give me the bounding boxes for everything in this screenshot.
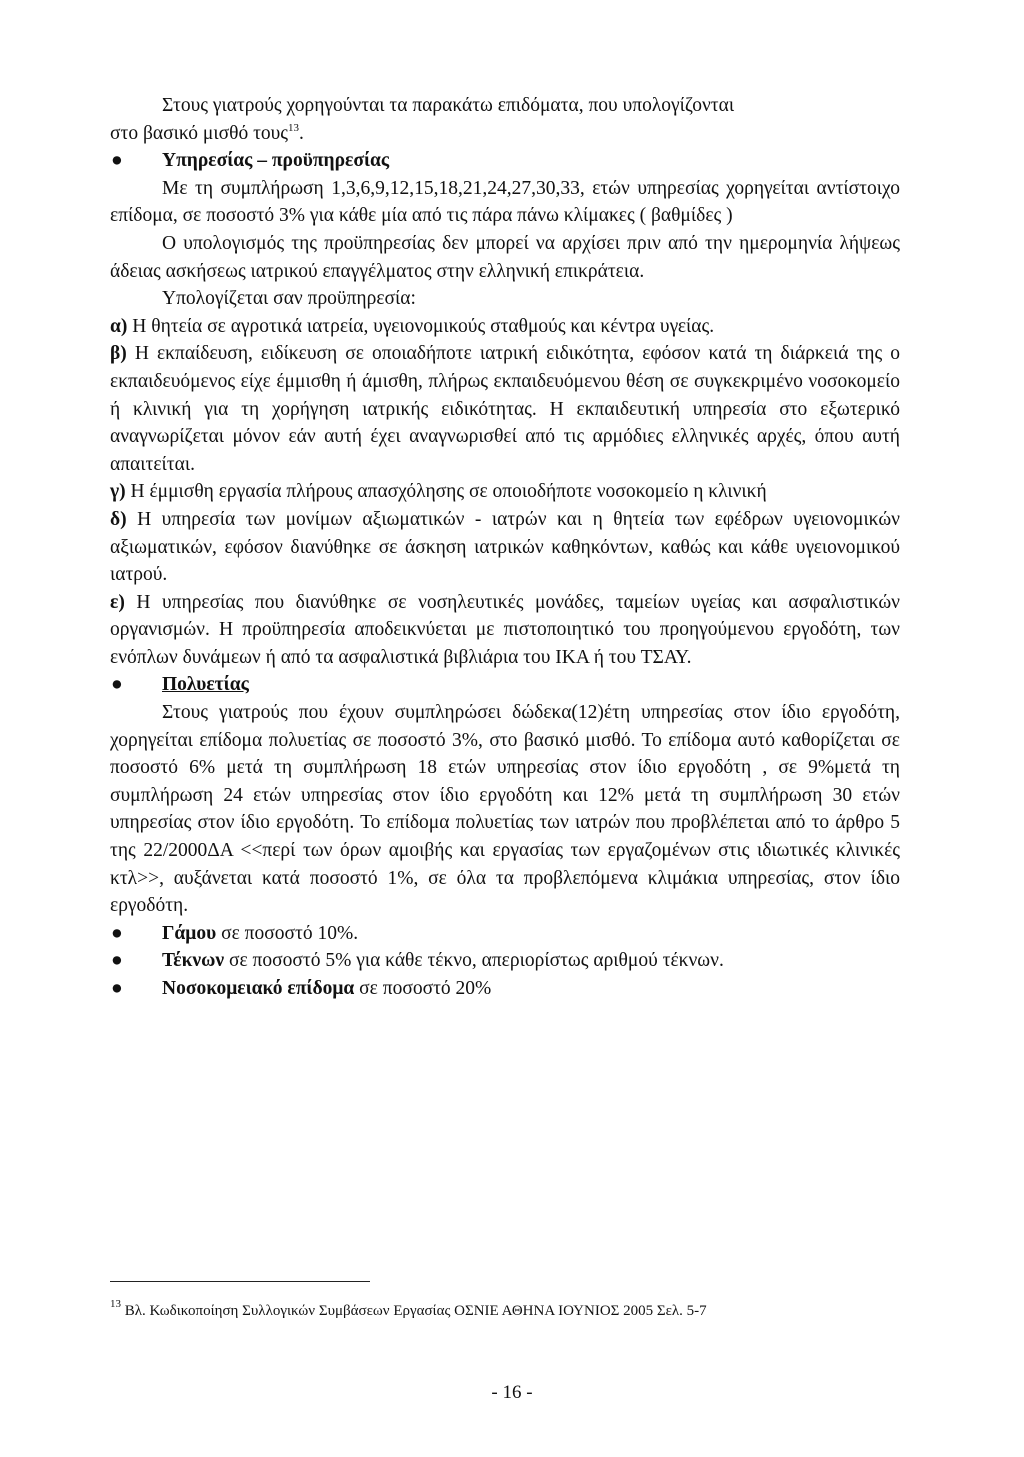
bullet-icon: ● <box>111 150 123 172</box>
service-paragraph-1: Με τη συμπλήρωση 1,3,6,9,12,15,18,21,24,27,30,33, ετών υπηρεσίας χορηγείται αντίστοιχο επίδομα, σε ποσοστό 3% για κάθε μία από τις πάρα πάνω κλίμακες ( βαθμίδες ) <box>110 177 900 227</box>
bullet-icon: ● <box>111 922 123 944</box>
intro-line-1: Στους γιατρούς χορηγούνται τα παρακάτω επιδόματα, που υπολογίζονται <box>162 95 735 116</box>
footnote-text: Βλ. Κωδικοποίηση Συλλογικών Συμβάσεων Εργασίας ΟΣΝΙΕ ΑΘΗΝΑ ΙΟΥΝΙΟΣ 2005 Σελ. 5-7 <box>121 1303 707 1319</box>
bullet-icon: ● <box>111 674 123 696</box>
service-item-e: ε) Η υπηρεσίας που διανύθηκε σε νοσηλευτικές μονάδες, ταμείων υγείας και ασφαλιστικών οργανισμών. Η προϋπηρεσία αποδεικνύεται με πιστοποιητικό του προηγούμενου εργοδότη, των ενόπλων δυνάμεων ή από τα ασφαλιστικά βιβλιάρια του ΙΚΑ ή του ΤΣΑΥ. <box>110 591 901 668</box>
service-paragraph-3: Υπολογίζεται σαν προϋπηρεσία: <box>162 288 416 310</box>
intro-period: . <box>299 122 304 144</box>
service-heading-text: Υπηρεσίας – προϋπηρεσίας <box>162 150 390 172</box>
service-item-c: γ) Η έμμισθη εργασία πλήρους απασχόλησης σε οποιοδήποτε νοσοκομείο η κλινική <box>110 481 767 503</box>
service-item-a: α) Η θητεία σε αγροτικά ιατρεία, υγειονομικούς σταθμούς και κέντρα υγείας. <box>110 315 715 337</box>
intro-line-2 <box>110 120 900 148</box>
service-section-heading <box>110 147 900 175</box>
service-item-d: δ) Η υπηρεσία των μονίμων αξιωματικών - ιατρών και η θητεία των εφέδρων υγειονομικών αξιωματικών, εφόσον διανύθηκε σε άσκηση ιατρικών καθηκόντων, καθώς και κάθε υγειονομικού ιατρού. <box>110 508 900 586</box>
document-body <box>110 92 900 1003</box>
service-item-b: β) Η εκπαίδευση, ειδίκευση σε οποιαδήποτε ιατρική ειδικότητα, εφόσον κατά τη διάρκειά της ο εκπαιδευόμενος είχε έμμισθη ή άμισθη, πλήρως εκπαιδευόμενου θέση σε συγκεκριμένο νοσοκομείο ή κλινική για τη χορήγηση ιατρικής ειδικότητας. Η εκπαιδευτική υπηρεσία στο εξωτερικό αναγνωρίζεται μόνον εάν αυτή έχει αναγνωρισθεί από τις αρμόδιες ελληνικές αρχές, όπου αυτή απαιτείται. <box>110 343 901 475</box>
footnote-reference: 13 <box>288 121 300 134</box>
footnote-divider <box>110 1281 370 1282</box>
seniority-heading-text: Πολυετίας <box>162 674 249 696</box>
seniority-paragraph: Στους γιατρούς που έχουν συμπληρώσει δώδεκα(12)έτη υπηρεσίας στον ίδιο εργοδότη, χορηγείται επίδομα πολυετίας σε ποσοστό 3%, στο βασικό μισθό. Το επίδομα αυτό καθορίζεται σε ποσοστό 6% μετά τη συμπλήρωση 18 ετών υπηρεσίας στον ίδιο εργοδότη , σε 9%μετά τη συμπλήρωση 24 ετών υπηρεσίας στον ίδιο εργοδότη και 12% μετά τη συμπλήρωση 30 ετών υπηρεσίας στον ίδιο εργοδότη. Το επίδομα πολυετίας των ιατρών που προβλέπεται από το άρθρο 5 της 22/2000ΔΑ <<περί των όρων αμοιβής και εργασίας των εργαζομένων στις ιδιωτικές κλινικές κτλ>>, αυξάνεται κατά ποσοστό 1%, σε όλα τα προβλεπόμενα κλιμάκια υπηρεσίας, στον ίδιο εργοδότη. <box>110 702 900 917</box>
bullet-icon: ● <box>111 950 123 972</box>
service-paragraph-2: Ο υπολογισμός της προϋπηρεσίας δεν μπορεί να αρχίσει πριν από την ημερομηνία λήψεως άδειας ασκήσεως ιατρικού επαγγέλματος στην ελληνική επικράτεια. <box>110 232 900 282</box>
marriage-allowance-item: ● Γάμου σε ποσοστό 10%. <box>110 920 900 948</box>
children-allowance-item: ● Τέκνων σε ποσοστό 5% για κάθε τέκνο, απεριορίστως αριθμού τέκνων. <box>110 947 900 975</box>
page-number: - 16 - <box>491 1382 533 1403</box>
hospital-allowance-item: ● Νοσοκομειακό επίδομα σε ποσοστό 20% <box>110 975 900 1003</box>
intro-text: στο βασικό μισθό τους <box>110 122 289 144</box>
footnote <box>110 1298 707 1321</box>
seniority-section-heading <box>110 671 900 699</box>
bullet-icon: ● <box>111 978 123 999</box>
footnote-number: 13 <box>110 1298 121 1310</box>
